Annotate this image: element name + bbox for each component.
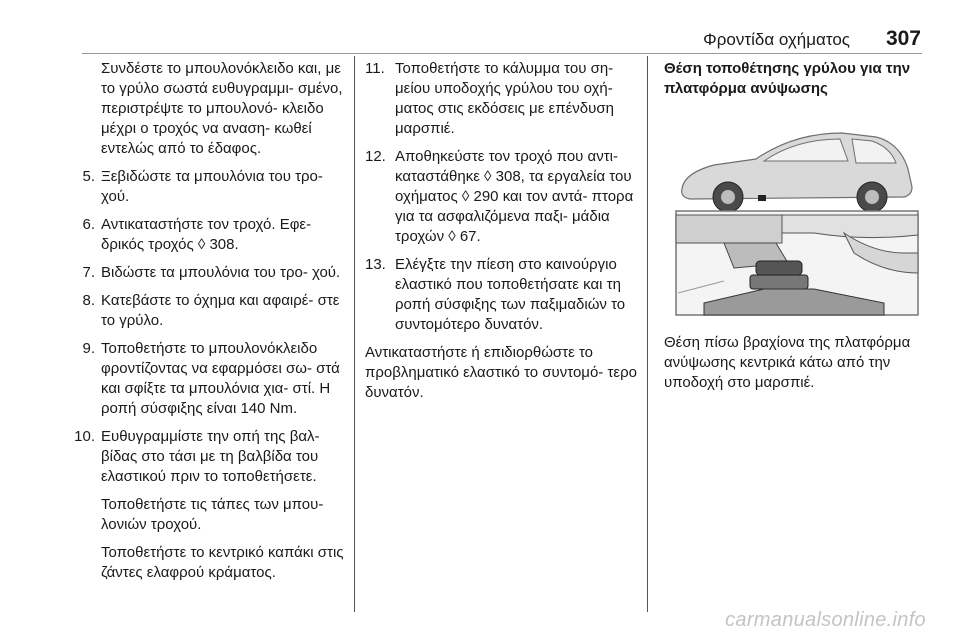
- list-number: 6.: [82, 216, 95, 233]
- list-number: 8.: [82, 292, 95, 309]
- list-item: [365, 147, 643, 247]
- list-number: 9.: [82, 340, 95, 357]
- watermark: carmanualsonline.info: [725, 609, 926, 631]
- list-number: 10.: [74, 428, 95, 445]
- list-number: 12.: [365, 148, 386, 165]
- header-rule: [82, 53, 922, 54]
- list-text: Αντικαταστήστε τον τροχό. Εφε- δρικός τροχός ◊ 308.: [101, 216, 312, 253]
- hubcap-paragraph: Τοποθετήστε το κεντρικό καπάκι στις ζάντες ελαφρού κράματος.: [101, 544, 344, 581]
- section-heading: Θέση τοποθέτησης γρύλου για την πλατφόρμα ανύψωσης: [664, 60, 911, 97]
- list-number: 5.: [82, 168, 95, 185]
- list-item: [60, 339, 344, 419]
- list-text: Ευθυγραμμίστε την οπή της βαλ- βίδας στο τάσι με τη βαλβίδα του ελαστικού πριν το τοποθετήσετε.: [101, 428, 320, 485]
- list-number: 11.: [365, 60, 385, 77]
- column-1: [60, 59, 344, 591]
- list-number: 13.: [365, 256, 386, 273]
- page-number: 307: [885, 27, 921, 50]
- column-2: [365, 59, 643, 403]
- figure-caption: Θέση πίσω βραχίονα της πλατφόρμα ανύψωσης κεντρικά κάτω από την υποδοχή στο μαρσπιέ.: [664, 334, 911, 391]
- list-text: Ξεβιδώστε τα μπουλόνια του τρο- χού.: [101, 168, 323, 205]
- list-item: [60, 291, 344, 331]
- column-divider: [647, 56, 648, 612]
- section-title: Φροντίδα οχήματος: [703, 30, 850, 49]
- list-item: [365, 255, 643, 335]
- lift-platform-illustration: [664, 103, 930, 321]
- list-text: Κατεβάστε το όχημα και αφαιρέ- στε το γρύλο.: [101, 292, 340, 329]
- list-item: [60, 427, 344, 487]
- list-text: Βιδώστε τα μπουλόνια του τρο- χού.: [101, 264, 341, 281]
- caps-paragraph: Τοποθετήστε τις τάπες των μπου- λονιών τροχού.: [101, 496, 324, 533]
- list-item: [365, 59, 643, 139]
- list-number: 7.: [82, 264, 95, 281]
- intro-paragraph: Συνδέστε το μπουλονόκλειδο και, με το γρύλο σωστά ευθυγραμμι- σμένο, περιστρέψτε το μπουλονό- κλειδο μέχρι ο τροχός να αναση- κωθεί εντελώς από το έδαφος.: [101, 60, 343, 157]
- list-text: Τοποθετήστε το κάλυμμα του ση- μείου υποδοχής γρύλου του οχή- ματος στις εκδόσεις με επένδυση μαρσπιέ.: [395, 60, 614, 137]
- list-text: Αποθηκεύστε τον τροχό που αντι- καταστάθηκε ◊ 308, τα εργαλεία του οχήματος ◊ 290 και τον αντά- πτορα για τα ασφαλιζόμενα παξι- μάδια τροχών ◊ 67.: [395, 148, 634, 245]
- list-text: Τοποθετήστε το μπουλονόκλειδο φροντίζοντας να εφαρμόσει σω- στά και σφίξτε τα μπουλόνια χια- στί. Η ροπή σύσφιξης είναι 140 Nm.: [101, 340, 340, 417]
- list-text: Ελέγξτε την πίεση στο καινούργιο ελαστικό που τοποθετήσατε και τη ροπή σύσφιξης των παξιμαδιών το συντομότερο δυνατόν.: [395, 256, 626, 333]
- list-item: [60, 263, 344, 283]
- list-item: [60, 215, 344, 255]
- column-divider: [354, 56, 355, 612]
- closing-paragraph: Αντικαταστήστε ή επιδιορθώστε το προβληματικό ελαστικό το συντομό- τερο δυνατόν.: [365, 344, 637, 401]
- jack-point-figure: [664, 103, 930, 321]
- column-3: [664, 59, 930, 393]
- list-item: [60, 167, 344, 207]
